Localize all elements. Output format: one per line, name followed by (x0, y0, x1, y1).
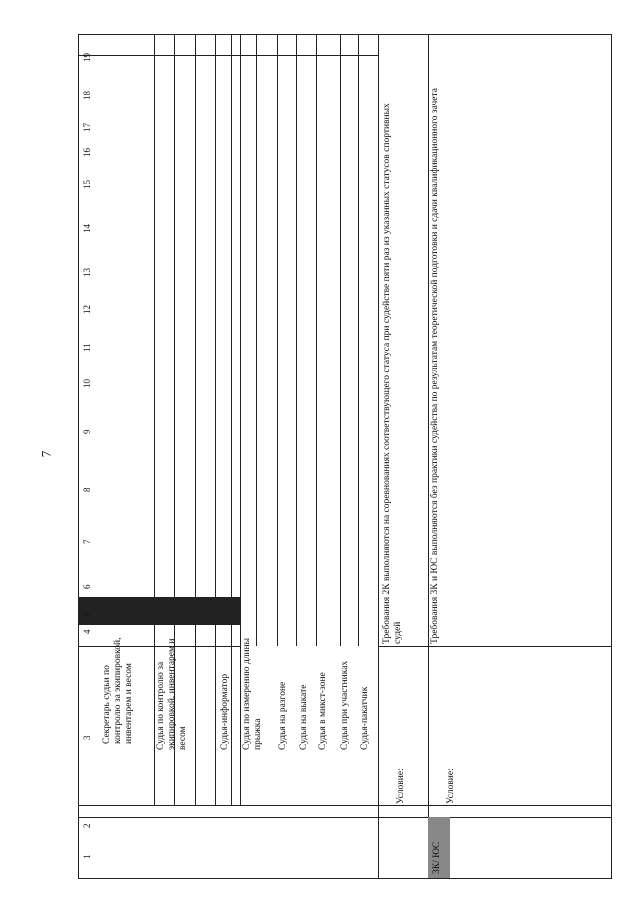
col-number: 6 (82, 584, 92, 589)
condition-label: Условие: (396, 768, 406, 804)
table-border-right (611, 34, 612, 879)
category-label: 3К/ ЮС (432, 841, 442, 874)
col-number: 14 (82, 224, 92, 233)
role-cell: Судья-информатор (220, 673, 230, 750)
table-border-top (78, 34, 612, 35)
col-line (154, 34, 155, 646)
condition-text: Требования 3К и ЮС выполняются без практики судейства по результатам теоретической подготовки и сдачи квалификационного зачета (430, 88, 440, 644)
condition-label: Условие: (446, 768, 456, 804)
col-line (316, 34, 317, 646)
col-number: 4 (82, 629, 92, 634)
col-number: 18 (82, 91, 92, 100)
col-line (215, 646, 216, 806)
role-cell: Секретарь судьи по контролю за экипировкой, инвентарем и весом (102, 637, 134, 744)
col-line (195, 34, 196, 646)
col-line (428, 34, 429, 879)
col-number: 19 (82, 53, 92, 62)
col-number: 9 (82, 429, 92, 434)
col-line (240, 34, 241, 646)
page-number: 7 (38, 450, 54, 458)
row-line (78, 817, 612, 818)
role-cell: Судья на выкате (299, 684, 309, 750)
row-line (78, 55, 378, 56)
condition-text: Требования 2К выполняются на соревнованиях соответствующего статуса при судействе пяти раз из указанных статусов спортивных судей (382, 103, 403, 644)
role-cell: Судья на разгоне (278, 681, 288, 750)
col-line (231, 646, 232, 806)
qualification-table (78, 34, 612, 879)
col-number: 12 (82, 305, 92, 314)
col-line (240, 646, 241, 806)
role-cell: Судья по измерению длины прыжка (242, 637, 263, 750)
table-border-left (78, 34, 79, 879)
col-line (231, 34, 232, 646)
col-line (215, 34, 216, 646)
row-line (78, 805, 612, 806)
col-line (378, 34, 379, 646)
col-number: 5 (82, 612, 92, 617)
col-number: 2 (82, 823, 92, 828)
col-number: 16 (82, 148, 92, 157)
col-line (277, 34, 278, 646)
role-cell: Судья в микст-зоне (318, 672, 328, 750)
col-number: 3 (82, 735, 92, 740)
col-number: 17 (82, 123, 92, 132)
col-line (340, 34, 341, 646)
row-line (378, 646, 612, 647)
col-line (174, 34, 175, 646)
col-number: 10 (82, 379, 92, 388)
col-number: 13 (82, 268, 92, 277)
col-number: 15 (82, 180, 92, 189)
col-line (256, 34, 257, 646)
col-line (154, 646, 155, 806)
role-cell: Судья-пакатчик (360, 686, 370, 750)
col-number: 8 (82, 487, 92, 492)
shaded-cell (78, 597, 240, 625)
col-number: 7 (82, 539, 92, 544)
col-number: 1 (82, 854, 92, 859)
col-line (358, 34, 359, 646)
role-cell: Судья при участниках (340, 660, 350, 750)
col-line (195, 646, 196, 806)
role-cell: Судья по контролю за экипировкой, инвентарем и весом (156, 638, 188, 750)
col-number: 11 (82, 343, 92, 352)
col-line (296, 34, 297, 646)
table-border-bottom (78, 878, 612, 879)
